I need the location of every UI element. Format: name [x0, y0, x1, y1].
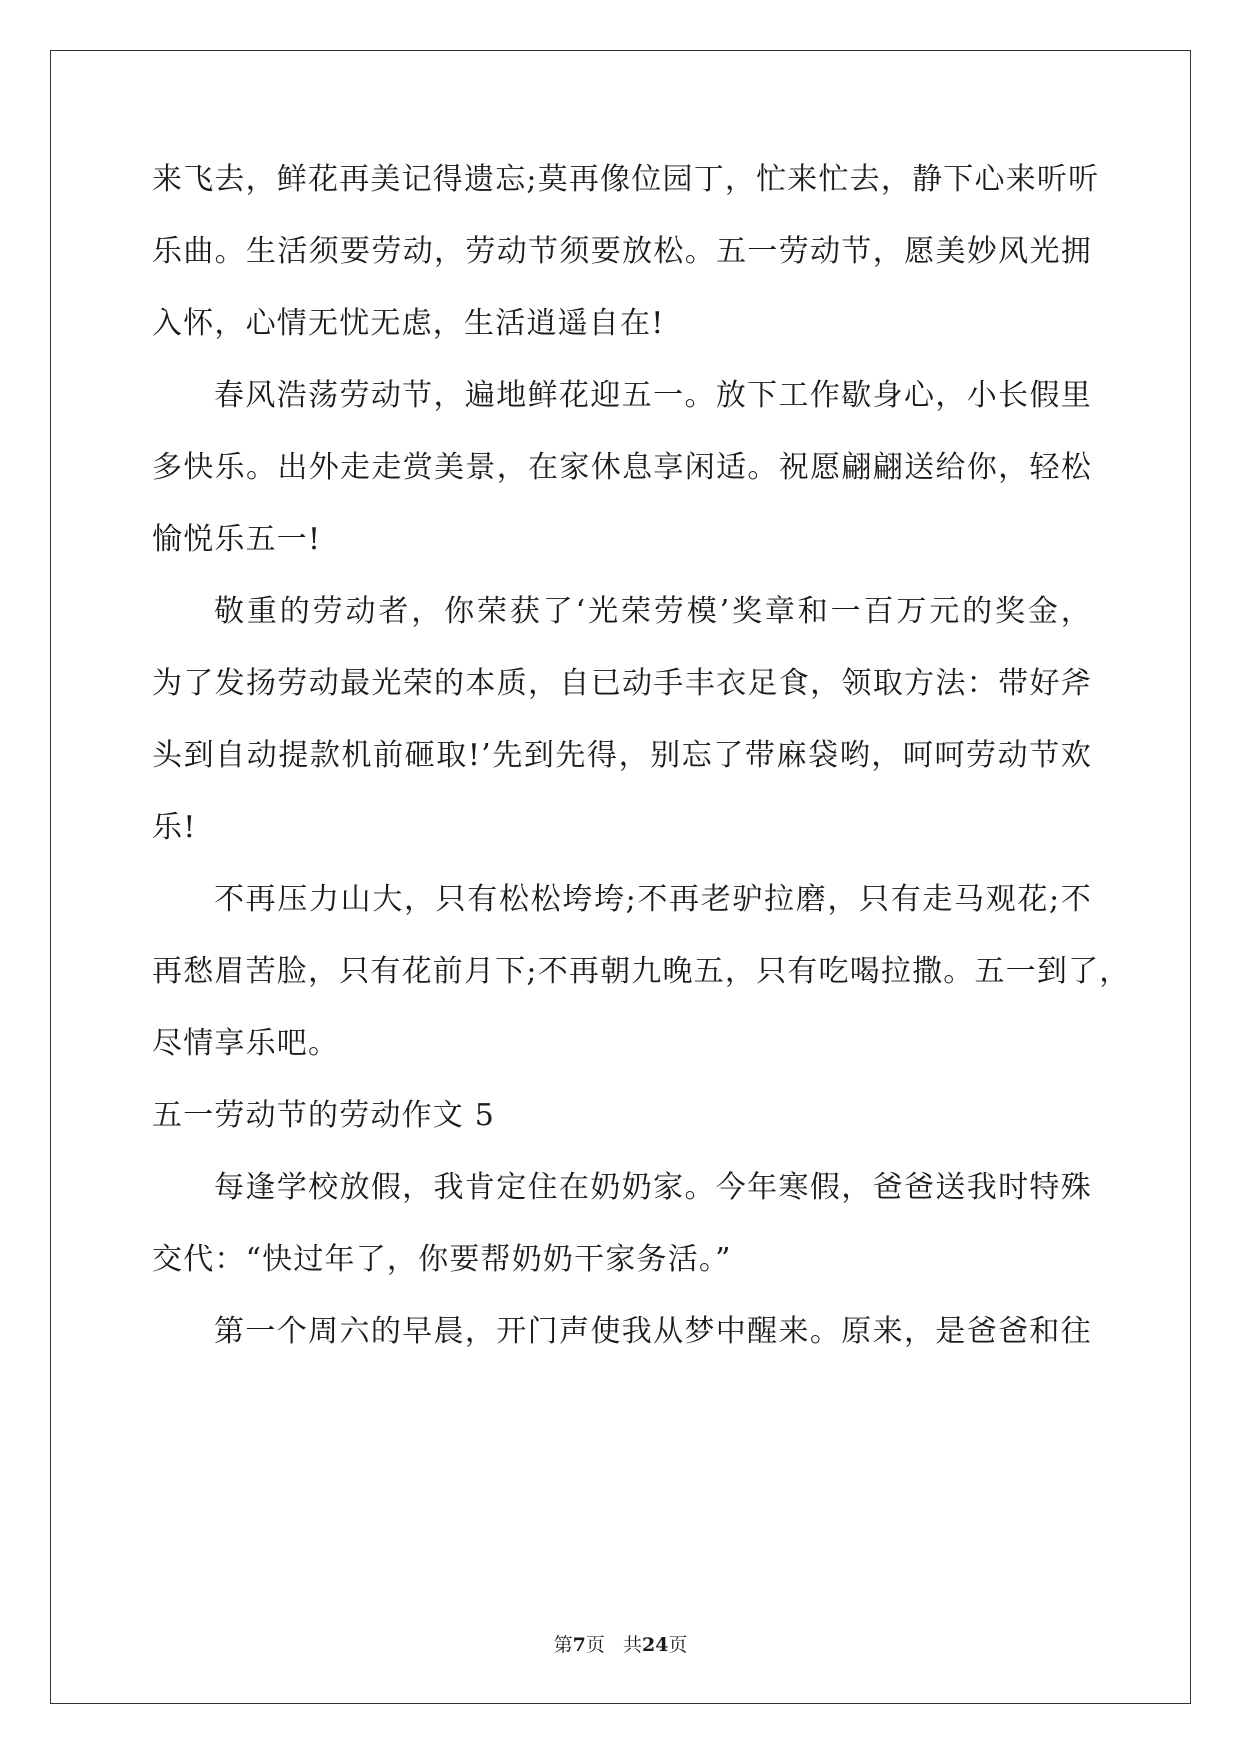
- paragraph-2-line-3: 愉悦乐五一!: [152, 522, 322, 557]
- paragraph-4-line-1: 不再压力山大，只有松松垮垮;不再老驴拉磨，只有走马观花;不: [214, 882, 1092, 917]
- total-pages-number: 24: [641, 1634, 669, 1656]
- page-border: [50, 50, 1191, 1704]
- footer-total-suffix: 页: [668, 1634, 688, 1656]
- paragraph-5-line-1: 每逢学校放假，我肯定住在奶奶家。今年寒假，爸爸送我时特殊: [214, 1170, 1092, 1205]
- paragraph-3-line-2: 为了发扬劳动最光荣的本质，自已动手丰衣足食，领取方法：带好斧: [152, 666, 1092, 701]
- paragraph-3-line-1: 敬重的劳动者，你荣获了‘光荣劳模’奖章和一百万元的奖金，: [214, 594, 1092, 629]
- footer-total-prefix: 共: [622, 1634, 642, 1656]
- paragraph-2-line-1: 春风浩荡劳动节，遍地鲜花迎五一。放下工作歇身心，小长假里: [214, 378, 1092, 413]
- page-footer: [0, 1634, 1241, 1656]
- footer-prefix: 第: [553, 1634, 573, 1656]
- paragraph-4-line-3: 尽情享乐吧。: [152, 1026, 340, 1061]
- paragraph-3-line-3: 头到自动提款机前砸取!’先到先得，别忘了带麻袋哟，呵呵劳动节欢: [152, 738, 1092, 773]
- paragraph-1-line-2: 乐曲。生活须要劳动，劳动节须要放松。五一劳动节，愿美妙风光拥: [152, 234, 1092, 269]
- paragraph-1-line-1: 来飞去，鲜花再美记得遗忘;莫再像位园丁，忙来忙去，静下心来听听: [152, 162, 1100, 197]
- paragraph-3-line-4: 乐!: [152, 810, 197, 845]
- section-heading: 五一劳动节的劳动作文 5: [152, 1098, 496, 1133]
- current-page-number: 7: [572, 1634, 586, 1656]
- paragraph-1-line-3: 入怀，心情无忧无虑，生活逍遥自在!: [152, 306, 665, 341]
- paragraph-6-line-1: 第一个周六的早晨，开门声使我从梦中醒来。原来，是爸爸和往: [214, 1314, 1092, 1349]
- footer-page-suffix: 页: [585, 1634, 605, 1656]
- paragraph-2-line-2: 多快乐。出外走走赏美景，在家休息享闲适。祝愿翩翩送给你，轻松: [152, 450, 1092, 485]
- paragraph-5-line-2: 交代：“快过年了，你要帮奶奶干家务活。”: [152, 1242, 732, 1277]
- paragraph-4-line-2: 再愁眉苦脸，只有花前月下;不再朝九晚五，只有吃喝拉撒。五一到了，: [152, 954, 1131, 989]
